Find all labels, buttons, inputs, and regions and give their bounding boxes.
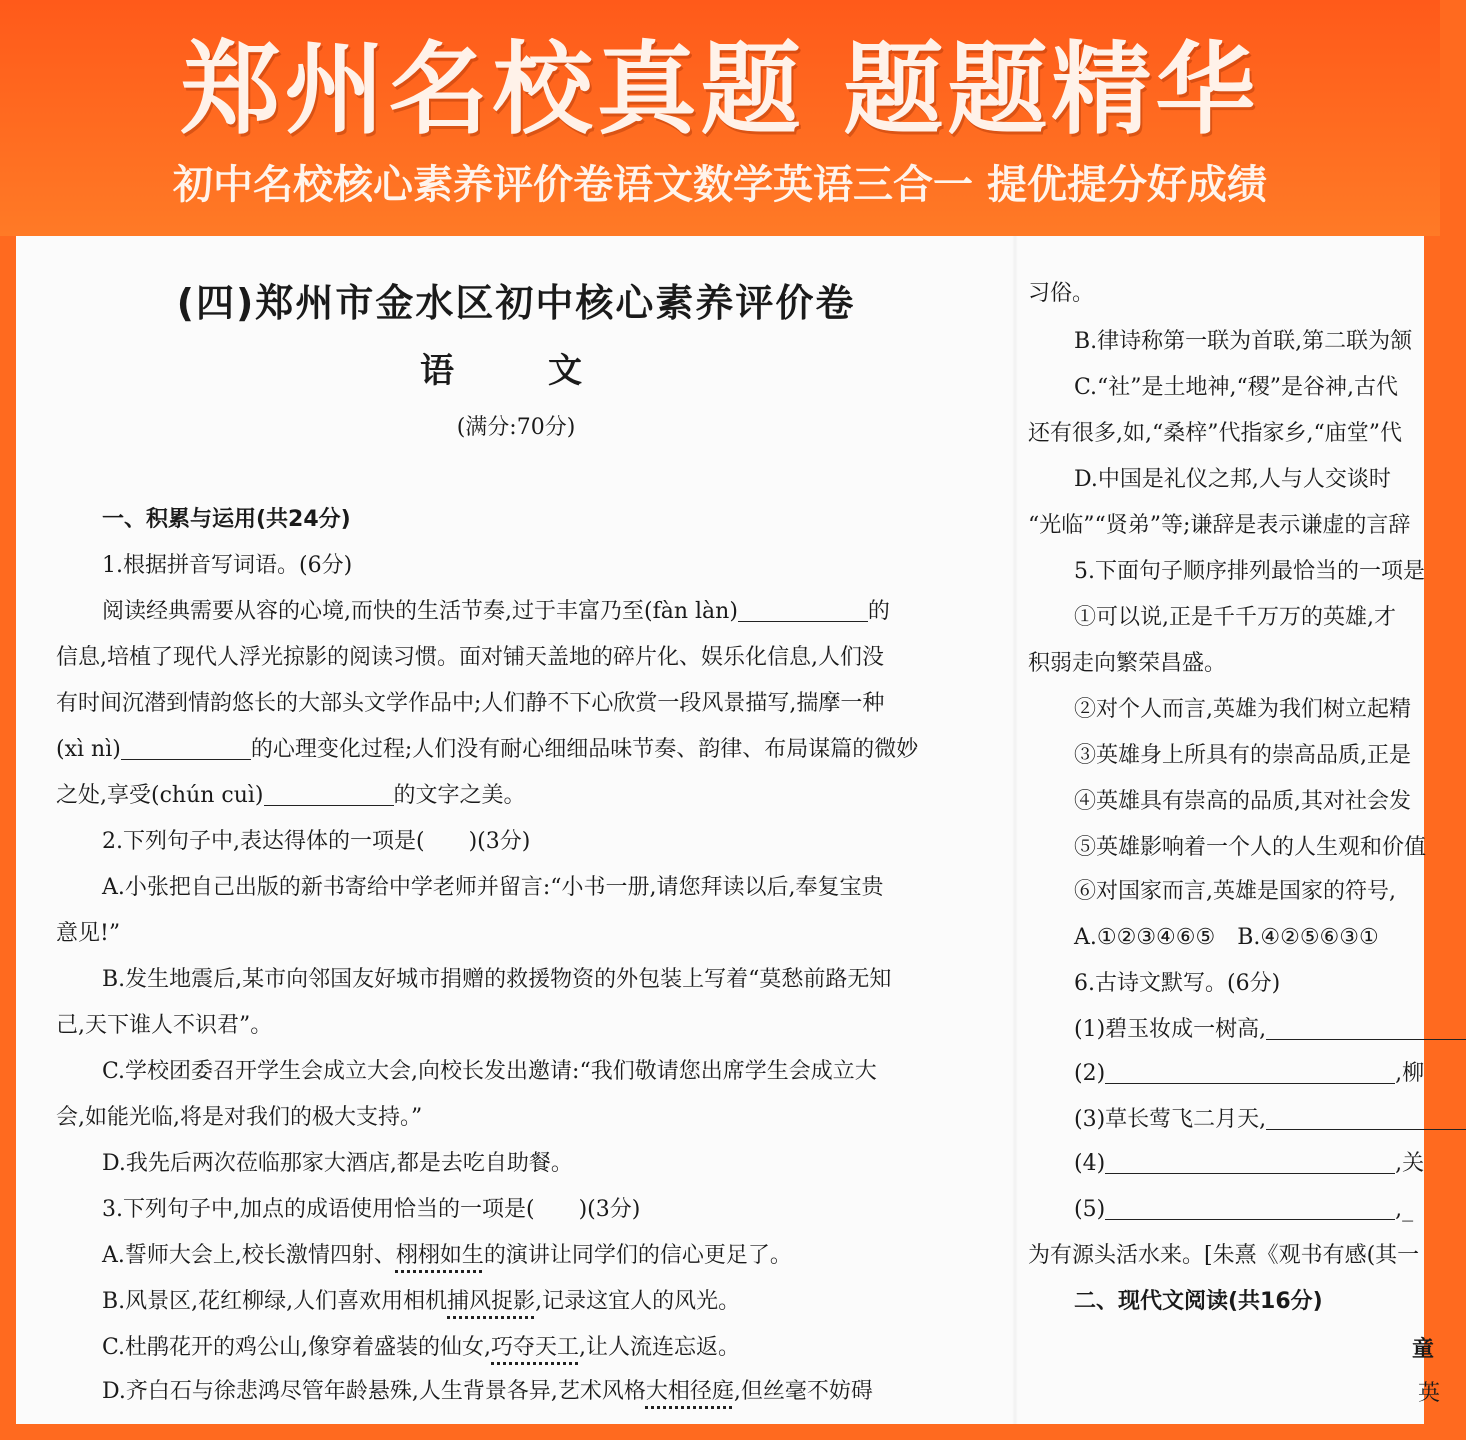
option-b: B.风景区,花红柳绿,人们喜欢用相机捕风捉影,记录这宜人的风光。 bbox=[102, 1289, 741, 1314]
answer-blank bbox=[1266, 1017, 1466, 1040]
answer-blank bbox=[738, 599, 868, 622]
dotted-idiom: 巧夺天工 bbox=[491, 1335, 580, 1360]
answer-blank bbox=[1105, 1061, 1395, 1084]
option-c: C.学校团委召开学生会成立大会,向校长发出邀请:“我们敬请您出席学生会成立大 bbox=[102, 1059, 877, 1084]
banner-subtitle: 初中名校核心素养评价卷语文数学英语三合一 提优提分好成绩 bbox=[173, 162, 1267, 208]
text-fragment: 英 bbox=[1418, 1381, 1441, 1406]
option-b: B.律诗称第一联为首联,第二联为颔 bbox=[1074, 329, 1413, 354]
option-c: C.“社”是土地神,“稷”是谷神,古代 bbox=[1074, 375, 1399, 400]
question-3: 3.下列句子中,加点的成语使用恰当的一项是( )(3分) bbox=[102, 1197, 641, 1222]
answer-options: A.①②③④⑥⑤ B.④②⑤⑥③① bbox=[1074, 925, 1379, 950]
dotted-idiom: 大相径庭 bbox=[645, 1379, 734, 1404]
poem-blank-4: (4) ,关 bbox=[1074, 1151, 1425, 1176]
answer-blank bbox=[264, 783, 394, 806]
passage-line: 之处,享受(chún cuì) 的文字之美。 bbox=[56, 783, 526, 808]
dotted-idiom: 捕风捉影 bbox=[447, 1289, 536, 1314]
answer-blank bbox=[1266, 1107, 1466, 1130]
option-c: C.杜鹃花开的鸡公山,像穿着盛装的仙女,巧夺天工,让人流连忘返。 bbox=[102, 1335, 741, 1360]
poem-blank-5: (5) ,_ bbox=[1074, 1197, 1414, 1222]
exam-full-score: (满分:70分) bbox=[456, 415, 576, 440]
poem-blank-3: (3)草长莺飞二月天, bbox=[1074, 1104, 1466, 1136]
sentence-6: ⑥对国家而言,英雄是国家的符号, bbox=[1074, 879, 1396, 904]
option-d: D.中国是礼仪之邦,人与人交谈时 bbox=[1074, 467, 1391, 492]
section-heading: 二、现代文阅读(共16分) bbox=[1074, 1289, 1323, 1314]
option-d: D.我先后两次莅临那家大酒店,都是去吃自助餐。 bbox=[102, 1151, 573, 1176]
exam-paper bbox=[16, 236, 1441, 1424]
passage-line: (xì nì) 的心理变化过程;人们没有耐心细细品味节奏、韵律、布局谋篇的微妙 bbox=[56, 737, 919, 762]
section-heading: 一、积累与运用(共24分) bbox=[102, 507, 351, 532]
answer-blank bbox=[1105, 1151, 1395, 1174]
passage-line: 阅读经典需要从容的心境,而快的生活节奏,过于丰富乃至(fàn làn) 的 bbox=[102, 599, 890, 624]
option-b-cont: 己,天下谁人不识君”。 bbox=[56, 1013, 273, 1038]
option-a-cont: 意见!” bbox=[56, 921, 121, 946]
text-line: 积弱走向繁荣昌盛。 bbox=[1028, 651, 1227, 676]
question-6: 6.古诗文默写。(6分) bbox=[1074, 971, 1281, 996]
promo-banner bbox=[0, 0, 1440, 236]
passage-line: 有时间沉潜到情韵悠长的大部头文学作品中;人们静不下心欣赏一段风景描写,揣摩一种 bbox=[56, 691, 885, 716]
text-line: “光临”“贤弟”等;谦辞是表示谦虚的言辞 bbox=[1028, 513, 1411, 538]
text-line: 习俗。 bbox=[1028, 281, 1095, 306]
dotted-idiom: 栩栩如生 bbox=[395, 1243, 484, 1268]
question-5: 5.下面句子顺序排列最恰当的一项是 bbox=[1074, 559, 1425, 584]
exam-title: (四)郑州市金水区初中核心素养评价卷 bbox=[176, 281, 856, 325]
option-a: A.小张把自己出版的新书寄给中学老师并留言:“小书一册,请您拜读以后,奉复宝贵 bbox=[102, 875, 884, 900]
sentence-4: ④英雄具有崇高的品质,其对社会发 bbox=[1074, 789, 1411, 814]
sentence-1: ①可以说,正是千千万万的英雄,才 bbox=[1074, 605, 1396, 630]
article-title-fragment: 童 bbox=[1412, 1337, 1435, 1362]
sentence-2: ②对个人而言,英雄为我们树立起精 bbox=[1074, 697, 1411, 722]
answer-blank bbox=[121, 737, 251, 760]
option-b: B.发生地震后,某市向邻国友好城市捐赠的救援物资的外包装上写着“莫愁前路无知 bbox=[102, 967, 892, 992]
sentence-5: ⑤英雄影响着一个人的人生观和价值 bbox=[1074, 835, 1427, 860]
banner-title: 郑州名校真题 题题精华 bbox=[180, 31, 1260, 148]
question-2: 2.下列句子中,表达得体的一项是( )(3分) bbox=[102, 829, 531, 854]
text-line: 为有源头活水来。[朱熹《观书有感(其一 bbox=[1028, 1243, 1420, 1268]
option-d: D.齐白石与徐悲鸿尽管年龄悬殊,人生背景各异,艺术风格大相径庭,但丝毫不妨碍 bbox=[102, 1379, 873, 1404]
question-1: 1.根据拼音写词语。(6分) bbox=[102, 553, 353, 578]
text-line: 还有很多,如,“桑梓”代指家乡,“庙堂”代 bbox=[1028, 421, 1402, 446]
right-column bbox=[1016, 236, 1441, 1424]
left-column bbox=[16, 236, 1006, 1424]
option-a: A.誓师大会上,校长激情四射、栩栩如生的演讲让同学们的信心更足了。 bbox=[102, 1243, 792, 1268]
answer-blank bbox=[1105, 1197, 1395, 1220]
option-c-cont: 会,如能光临,将是对我们的极大支持。” bbox=[56, 1105, 423, 1130]
exam-subject: 语 文 bbox=[420, 351, 612, 391]
passage-line: 信息,培植了现代人浮光掠影的阅读习惯。面对铺天盖地的碎片化、娱乐化信息,人们没 bbox=[56, 645, 884, 670]
sentence-3: ③英雄身上所具有的崇高品质,正是 bbox=[1074, 743, 1411, 768]
poem-blank-2: (2) ,柳 bbox=[1074, 1061, 1425, 1086]
poem-blank-1: (1)碧玉妆成一树高, bbox=[1074, 1014, 1466, 1046]
